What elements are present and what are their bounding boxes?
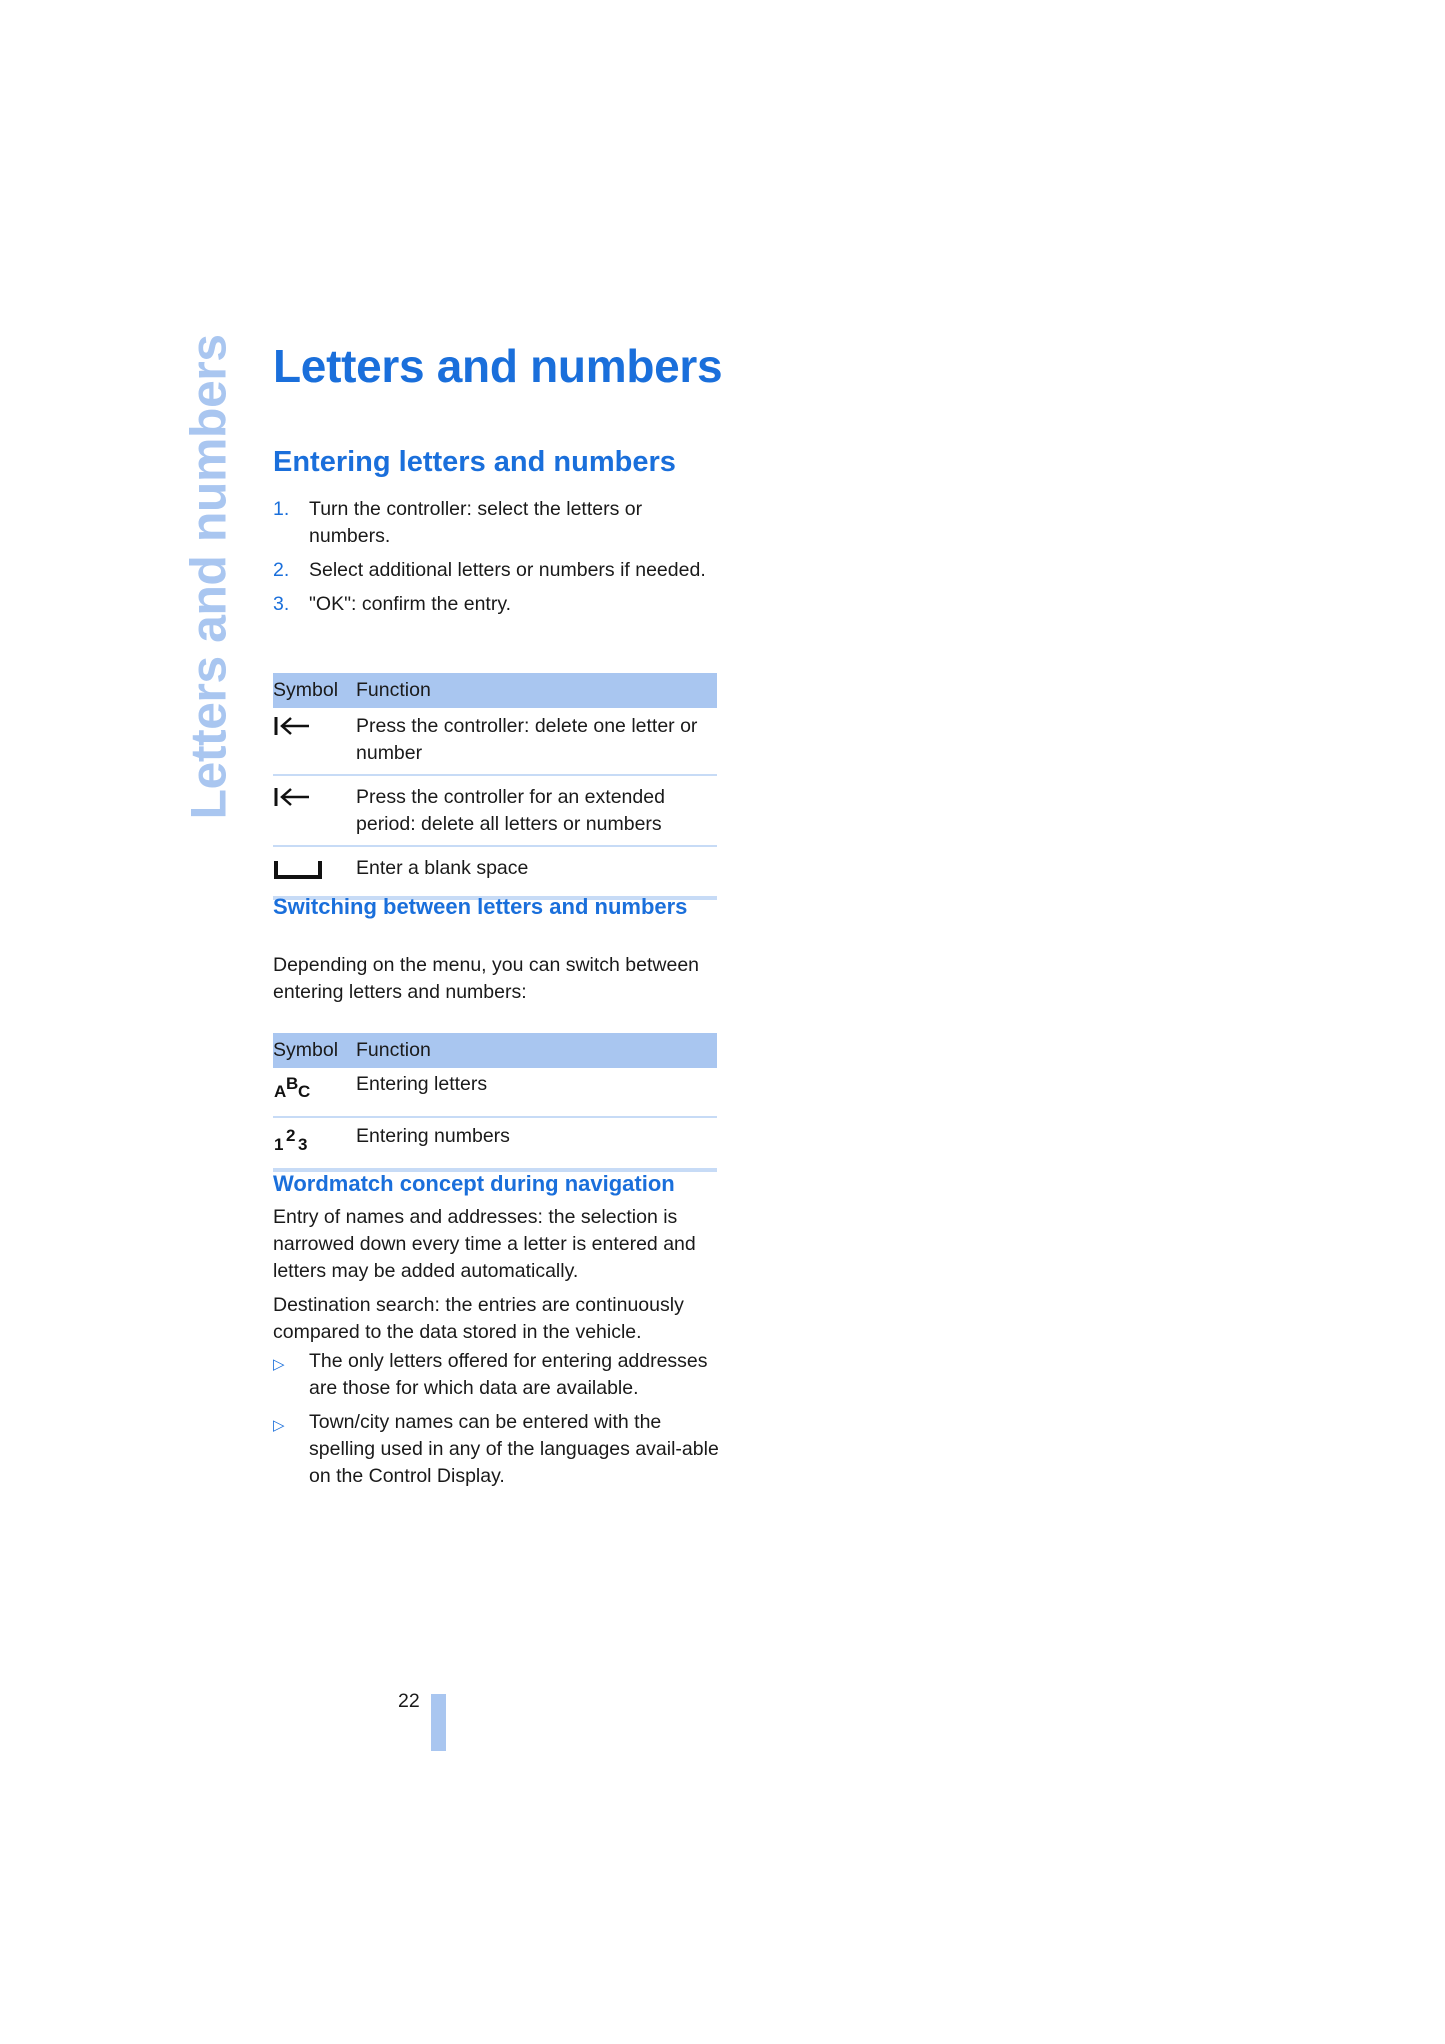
numbers-mode-icon (273, 1123, 356, 1161)
svg-text:1: 1 (274, 1135, 284, 1153)
step-text: Turn the controller: select the letters or numbers. (309, 498, 643, 547)
page-marker-bar (431, 1694, 446, 1751)
table-header (273, 673, 717, 708)
bullet-triangle-icon: ▷ (273, 1356, 285, 1373)
function-text: Enter a blank space (356, 857, 529, 879)
svg-text:A: A (274, 1082, 287, 1101)
header-function: Function (356, 1039, 431, 1061)
delete-icon (273, 784, 356, 838)
table-row (273, 708, 717, 776)
header-symbol: Symbol (273, 1039, 339, 1061)
header-function: Function (356, 679, 431, 701)
function-text: Press the controller for an extended period: delete all letters or numbers (356, 786, 665, 835)
function-text: Press the controller: delete one letter or number (356, 715, 698, 764)
table-row (273, 776, 717, 847)
step-item (273, 496, 723, 550)
section-heading-switching: Switching between letters and numbers (273, 894, 688, 919)
table-row (273, 1068, 717, 1118)
bullet-triangle-icon: ▷ (273, 1417, 285, 1434)
step-number: 1. (273, 498, 290, 520)
wordmatch-para-1: Entry of names and addresses: the selection is narrowed down every time a letter is entered and letters may be added automatically. (273, 1206, 696, 1282)
step-text: Select additional letters or numbers if needed. (309, 559, 706, 581)
function-text: Entering letters (356, 1073, 488, 1095)
switching-body: Depending on the menu, you can switch between entering letters and numbers: (273, 954, 700, 1003)
side-tab (178, 333, 240, 820)
step-number: 3. (273, 593, 290, 615)
table-row (273, 1118, 717, 1172)
table-header (273, 1033, 717, 1068)
side-tab-label: Letters and numbers (181, 333, 237, 820)
letters-mode-icon (273, 1071, 356, 1109)
svg-text:C: C (298, 1082, 311, 1101)
bullet-text: Town/city names can be entered with the spelling used in any of the languages avail-able on the Control Display. (309, 1411, 719, 1487)
page-number: 22 (398, 1690, 420, 1712)
wordmatch-para-2: Destination search: the entries are continuously compared to the data stored in the vehicle. (273, 1294, 684, 1343)
header-symbol: Symbol (273, 679, 339, 701)
symbol-table-editing (273, 673, 717, 900)
svg-text:2: 2 (286, 1126, 296, 1145)
symbol-table-modes (273, 1033, 717, 1172)
section-heading-wordmatch: Wordmatch concept during navigation (273, 1171, 675, 1196)
step-item (273, 557, 723, 584)
list-item (273, 1409, 723, 1490)
step-item (273, 591, 723, 618)
step-number: 2. (273, 559, 290, 581)
wordmatch-bullets (273, 1348, 723, 1497)
step-text: "OK": confirm the entry. (309, 593, 512, 615)
function-text: Entering numbers (356, 1125, 510, 1147)
svg-text:3: 3 (298, 1135, 308, 1153)
delete-icon (273, 713, 356, 767)
svg-text:B: B (286, 1074, 299, 1093)
steps-list (273, 496, 723, 625)
bullet-text: The only letters offered for entering addresses are those for which data are available. (309, 1350, 708, 1399)
page-title: Letters and numbers (273, 340, 723, 392)
list-item (273, 1348, 723, 1402)
blank-space-icon (273, 855, 356, 889)
section-heading-entering: Entering letters and numbers (273, 446, 676, 478)
